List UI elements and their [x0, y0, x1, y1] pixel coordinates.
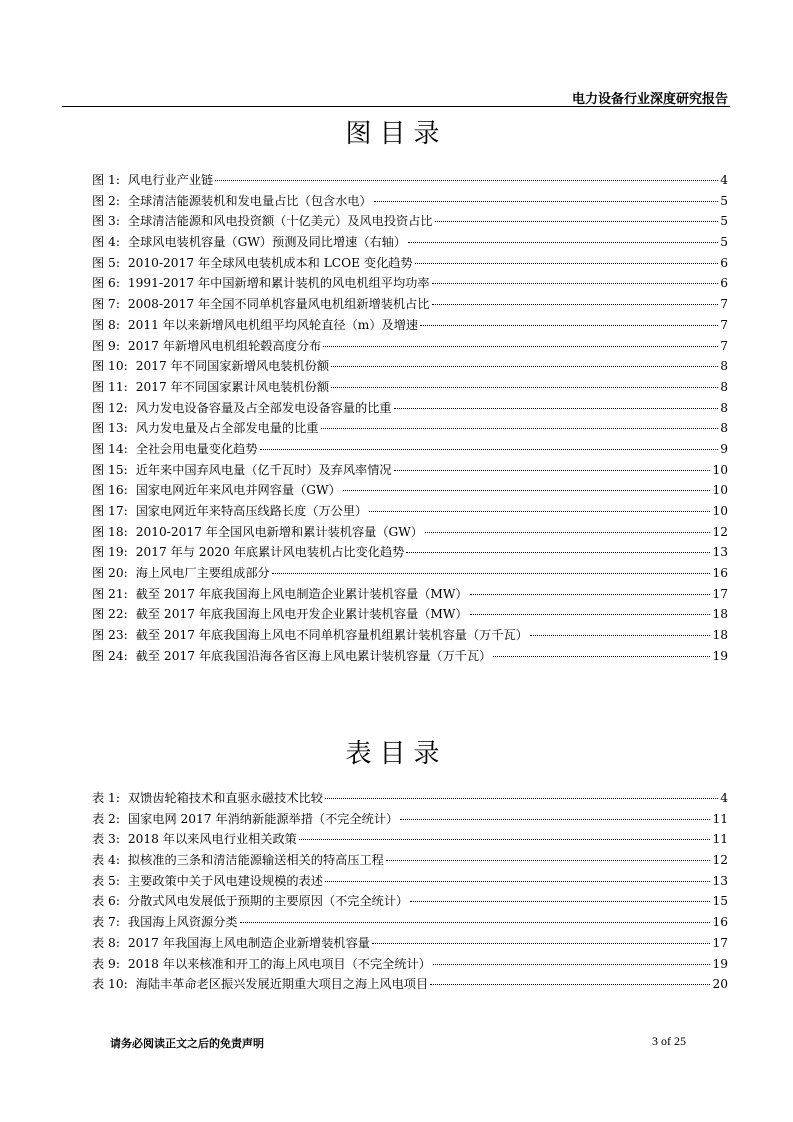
tables-section-title: 表目录 — [345, 739, 448, 769]
figure-entry-label: 图 14: — [92, 441, 128, 456]
figure-entry-page: 4 — [720, 173, 728, 187]
tables-toc-list — [92, 788, 728, 995]
table-entry-title: 2018 年以来核准和开工的海上风电项目（不完全统计） — [127, 956, 431, 971]
figure-entry-label: 图 10: — [92, 359, 128, 374]
figure-entry-label: 图 5: — [92, 255, 120, 270]
figure-entry-page: 12 — [712, 524, 728, 539]
figures-toc-list — [92, 170, 728, 667]
dot-leader — [372, 943, 710, 944]
table-entry-page: 11 — [712, 832, 728, 847]
dot-leader — [430, 984, 710, 985]
dot-leader — [400, 819, 710, 820]
table-entry-page: 17 — [712, 935, 728, 950]
figure-entry-title: 2017 年不同国家累计风电装机份额 — [135, 379, 330, 394]
dot-leader — [394, 408, 719, 409]
table-entry[interactable] — [92, 788, 728, 809]
dot-leader — [410, 901, 710, 902]
dot-leader — [432, 283, 719, 284]
report-title: 电力设备行业深度研究报告 — [571, 92, 728, 107]
dot-leader — [425, 532, 711, 533]
dot-leader — [343, 490, 711, 491]
figure-entry-title: 2017 年新增风电机组轮毂高度分布 — [127, 338, 322, 353]
table-entry-page: 12 — [712, 853, 728, 868]
figure-entry-page: 8 — [720, 421, 728, 436]
dot-leader — [530, 635, 711, 636]
figure-entry-label: 图 6: — [92, 276, 120, 291]
table-entry-title: 2017 年我国海上风电制造企业新增装机容量 — [127, 935, 370, 950]
table-entry-page: 19 — [712, 956, 728, 971]
table-entry-label: 表 2: — [92, 811, 120, 826]
table-entry-label: 表 6: — [92, 894, 120, 909]
dot-leader — [435, 221, 719, 222]
figure-entry[interactable] — [92, 584, 728, 605]
dot-leader — [325, 881, 711, 882]
table-entry-label: 表 4: — [92, 853, 120, 868]
table-entry[interactable] — [92, 809, 728, 830]
figure-entry[interactable] — [92, 191, 728, 212]
table-entry-label: 表 9: — [92, 956, 120, 971]
dot-leader — [299, 839, 711, 840]
figure-entry-label: 图 9: — [92, 338, 120, 353]
figure-entry-page: 7 — [720, 338, 728, 353]
figure-entry-page: 18 — [712, 607, 728, 622]
dot-leader — [386, 860, 711, 861]
table-entry-page: 20 — [712, 977, 728, 992]
figure-entry-label: 图 23: — [92, 628, 128, 643]
figure-entry-page: 7 — [720, 317, 728, 332]
figure-entry[interactable] — [92, 604, 728, 625]
table-entry[interactable] — [92, 974, 728, 995]
figure-entry-page: 10 — [712, 483, 728, 498]
figure-entry[interactable] — [92, 294, 728, 315]
figure-entry-title: 截至 2017 年底我国海上风电制造企业累计装机容量（MW） — [135, 586, 468, 601]
figure-entry[interactable] — [92, 336, 728, 357]
figure-entry[interactable] — [92, 646, 728, 667]
figure-entry-label: 图 12: — [92, 400, 128, 415]
table-entry-page: 16 — [712, 915, 728, 930]
figure-entry-page: 6 — [720, 276, 728, 291]
figure-entry-page: 18 — [712, 628, 728, 643]
figure-entry[interactable] — [92, 377, 728, 398]
dot-leader — [433, 964, 711, 965]
dot-leader — [215, 180, 718, 181]
figure-entry[interactable] — [92, 211, 728, 232]
figure-entry-label: 图 8: — [92, 317, 120, 332]
figure-entry-title: 全球清洁能源装机和发电量占比（包含水电） — [127, 193, 372, 208]
figure-entry-page: 19 — [712, 648, 728, 663]
figure-entry[interactable] — [92, 232, 728, 253]
table-entry-label: 表 3: — [92, 832, 120, 847]
figures-section-title: 图目录 — [345, 119, 448, 149]
figure-entry-title: 风力发电设备容量及占全部发电设备容量的比重 — [135, 400, 392, 415]
figure-entry[interactable] — [92, 356, 728, 377]
figure-entry-title: 2017 年与 2020 年底累计风电装机占比变化趋势 — [135, 545, 405, 560]
figure-entry-page: 8 — [720, 379, 728, 394]
table-entry-label: 表 8: — [92, 935, 120, 950]
figure-entry-title: 截至 2017 年底我国海上风电开发企业累计装机容量（MW） — [135, 607, 468, 622]
table-entry[interactable] — [92, 891, 728, 912]
table-entry-title: 海陆丰革命老区振兴发展近期重大项目之海上风电项目 — [135, 977, 429, 992]
figure-entry-title: 风电行业产业链 — [127, 173, 214, 187]
table-entry[interactable] — [92, 829, 728, 850]
figure-entry[interactable] — [92, 398, 728, 419]
figure-entry-label: 图 2: — [92, 193, 120, 208]
dot-leader — [408, 242, 718, 243]
dot-leader — [323, 346, 718, 347]
figure-entry[interactable] — [92, 418, 728, 439]
dot-leader — [369, 511, 710, 512]
figure-entry-title: 全社会用电量变化趋势 — [135, 441, 258, 456]
figure-entry-label: 图 3: — [92, 214, 120, 229]
table-entry-title: 双馈齿轮箱技术和直驱永磁技术比较 — [127, 791, 323, 805]
figure-entry-label: 图 7: — [92, 297, 120, 312]
table-entry[interactable] — [92, 933, 728, 954]
figure-entry-title: 2010-2017 年全球风电装机成本和 LCOE 变化趋势 — [127, 255, 413, 270]
figure-entry-title: 2008-2017 年全国不同单机容量风电机组新增装机占比 — [127, 297, 430, 312]
figure-entry-page: 16 — [712, 566, 728, 581]
figure-entry-page: 8 — [720, 359, 728, 374]
figure-entry-label: 图 13: — [92, 421, 128, 436]
dot-leader — [406, 552, 710, 553]
figure-entry-page: 10 — [712, 462, 728, 477]
figure-entry-title: 风力发电量及占全部发电量的比重 — [135, 421, 319, 436]
figure-entry-label: 图 19: — [92, 545, 128, 560]
figure-entry-page: 5 — [720, 214, 728, 229]
dot-leader — [331, 366, 718, 367]
figure-entry-page: 7 — [720, 297, 728, 312]
dot-leader — [260, 449, 719, 450]
figure-entry[interactable] — [92, 542, 728, 563]
dot-leader — [240, 922, 711, 923]
footer-disclaimer: 请务必阅读正文之后的免责声明 — [110, 1037, 264, 1050]
figure-entry-page: 5 — [720, 235, 728, 250]
table-entry-title: 拟核准的三条和清洁能源输送相关的特高压工程 — [127, 853, 384, 868]
dot-leader — [420, 325, 718, 326]
footer-page-number: 3 of 25 — [652, 1034, 686, 1048]
figure-entry[interactable] — [92, 563, 728, 584]
dot-leader — [331, 387, 718, 388]
header-divider — [62, 106, 730, 107]
figure-entry-label: 图 15: — [92, 462, 128, 477]
figure-entry-title: 2017 年不同国家新增风电装机份额 — [135, 359, 330, 374]
figure-entry[interactable] — [92, 273, 728, 294]
figure-entry-label: 图 4: — [92, 235, 120, 250]
dot-leader — [432, 304, 719, 305]
figure-entry-title: 国家电网近年来特高压线路长度（万公里） — [135, 504, 368, 518]
dot-leader — [374, 201, 719, 202]
figure-entry-label: 图 1: — [92, 173, 120, 187]
dot-leader — [272, 573, 711, 574]
figure-entry[interactable] — [92, 625, 728, 646]
table-entry-title: 国家电网 2017 年消纳新能源举措（不完全统计） — [127, 811, 399, 826]
figure-entry-label: 图 24: — [92, 648, 128, 663]
figure-entry-title: 截至 2017 年底我国沿海各省区海上风电累计装机容量（万千瓦） — [135, 648, 492, 663]
dot-leader — [470, 614, 711, 615]
figure-entry-title: 2010-2017 年全国风电新增和累计装机容量（GW） — [135, 524, 423, 539]
table-entry-page: 4 — [720, 791, 728, 805]
figure-entry[interactable] — [92, 253, 728, 274]
figure-entry[interactable] — [92, 522, 728, 543]
figure-entry-title: 全球清洁能源和风电投资额（十亿美元）及风电投资占比 — [127, 214, 433, 229]
table-entry[interactable] — [92, 850, 728, 871]
figure-entry-label: 图 21: — [92, 586, 128, 601]
figure-entry-label: 图 11: — [92, 379, 128, 394]
figure-entry-title: 全球风电装机容量（GW）预测及同比增速（右轴） — [127, 235, 407, 250]
dot-leader — [415, 263, 719, 264]
figure-entry-label: 图 17: — [92, 504, 128, 518]
table-entry-title: 我国海上风资源分类 — [127, 915, 238, 930]
figure-entry[interactable] — [92, 170, 728, 191]
table-entry[interactable] — [92, 954, 728, 975]
figure-entry-page: 8 — [720, 400, 728, 415]
figure-entry[interactable] — [92, 480, 728, 501]
figure-entry-title: 1991-2017 年中国新增和累计装机的风电机组平均功率 — [127, 276, 430, 291]
figure-entry[interactable] — [92, 315, 728, 336]
figure-entry-title: 近年来中国弃风电量（亿千瓦时）及弃风率情况 — [135, 462, 392, 477]
table-entry[interactable] — [92, 912, 728, 933]
figure-entry-label: 图 22: — [92, 607, 128, 622]
table-entry-page: 11 — [712, 811, 728, 826]
table-entry-title: 主要政策中关于风电建设规模的表述 — [127, 873, 323, 888]
dot-leader — [321, 428, 719, 429]
figure-entry-label: 图 16: — [92, 483, 128, 498]
dot-leader — [493, 656, 710, 657]
figure-entry[interactable] — [92, 501, 728, 522]
figure-entry[interactable] — [92, 439, 728, 460]
table-entry-page: 15 — [712, 894, 728, 909]
table-entry-title: 分散式风电发展低于预期的主要原因（不完全统计） — [127, 894, 409, 909]
dot-leader — [394, 470, 711, 471]
figure-entry-label: 图 20: — [92, 566, 128, 581]
dot-leader — [470, 594, 711, 595]
figure-entry-title: 国家电网近年来风电并网容量（GW） — [135, 483, 341, 498]
figure-entry-page: 10 — [712, 504, 728, 518]
figure-entry-title: 海上风电厂主要组成部分 — [135, 566, 270, 581]
table-entry[interactable] — [92, 871, 728, 892]
figure-entry-page: 13 — [712, 545, 728, 560]
table-entry-label: 表 10: — [92, 977, 128, 992]
figure-entry-page: 9 — [720, 441, 728, 456]
figure-entry-label: 图 18: — [92, 524, 128, 539]
table-entry-label: 表 7: — [92, 915, 120, 930]
dot-leader — [325, 798, 718, 799]
figure-entry[interactable] — [92, 460, 728, 481]
table-entry-label: 表 5: — [92, 873, 120, 888]
figure-entry-page: 17 — [712, 586, 728, 601]
table-entry-title: 2018 年以来风电行业相关政策 — [127, 832, 297, 847]
figure-entry-title: 2011 年以来新增风电机组平均风轮直径（m）及增速 — [127, 317, 419, 332]
table-entry-page: 13 — [712, 873, 728, 888]
figure-entry-page: 6 — [720, 255, 728, 270]
table-entry-label: 表 1: — [92, 791, 120, 805]
figure-entry-page: 5 — [720, 193, 728, 208]
figure-entry-title: 截至 2017 年底我国海上风电不同单机容量机组累计装机容量（万千瓦） — [135, 628, 528, 643]
